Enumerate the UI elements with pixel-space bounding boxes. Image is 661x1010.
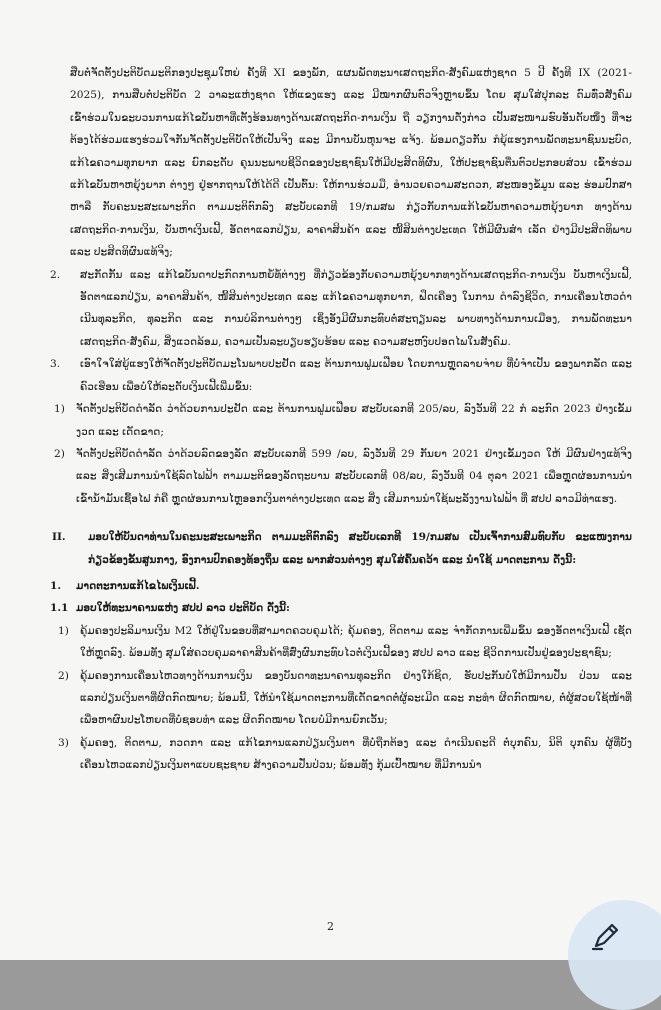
measure-heading [42, 575, 632, 597]
list-item-text: ສະກັດກັ້ນ ແລະ ແກ້ໄຂບັນດາປະກົດການຫຍໍ້ທໍ້ຕ່າງໆ ທີ່ກ່ຽວຂ້ອງກັບຄວາມຫຍຸ້ງຍາກທາງດ້ານເສດຖະກິດ-ການເງິນ ບັນຫາເງິນເຟີ້, ອັດຕາແລກປ່ຽນ, ລາຄາສິນຄ້າ, ໜີ້ສິນຕ່າງປະເທດ ແລະ ແກ້ໄຂຄວາມທຸກຍາກ, ຝຶດເຄືອງ ໃນການ ດໍາລົງຊີວິດ, ການເຄື່ອນໄຫວດໍາເນີນທຸລະກິດ, ທຸລະກິດ ແລະ ການບໍລິການຕ່າງໆ ເຊິ່ງອັງມີຜົນກະທົບຕໍ່ສະຖຽນລະ ພາບທາງດ້ານການເມືອງ, ການພັດທະນາເສດຖະກິດ-ສັງຄົມ, ສິ່ງແວດລ້ອມ, ຄວາມເປັນລະບຽບຮຽບຮ້ອຍ ແລະ ຄວາມສະຫງົບປອດໄພໃນສັງຄົມ. [80, 268, 632, 348]
page-number: 2 [327, 920, 334, 933]
measure-list-number: 3) [58, 736, 69, 749]
section-heading-ii [42, 526, 632, 571]
measure-list-number: 2) [58, 669, 69, 682]
measure-list-number: 1) [58, 624, 69, 637]
sub-measure-title: ມອບໃຫ້ທະນາຄານແຫ່ງ ສປປ ລາວ ປະຕິບັດ ດັ່ງນີ້: [76, 602, 290, 615]
measure-list-text: ຄຸ້ມຄອງການເຄື່ອນໄຫວທາງດ້ານການເງິນ ຂອງບັນດາທະນາຄານທຸລະກິດ ຢ່າງໃກ້ຊິດ, ຮັບປະກັນບໍ່ໃຫ້ມີການປັ່ນ ປ່ວນ ແລະ ແລກປ່ຽນເງິນຕາທີ່ຜິດກົດໝາຍ; ພ້ອມນີ້, ໃຫ້ນໍາໃຊ້ມາດຕະການທີ່ເດັດຂາດຕໍ່ຜູ້ລະເມີດ ແລະ ກະທໍາ ຜິດກົດໝາຍ, ຕໍ່ຜູ້ສວຍໃຊ້ໜ້າທີ່ ເພື່ອຫາຜົນປະໂຫຍດທີ່ບໍ່ຊອບທໍາ ແລະ ຜິດກົດໝາຍ ໂດຍບໍ່ມີການຍົກເວັ້ນ; [80, 669, 632, 727]
list-item [42, 264, 632, 354]
measure-list-text: ຄຸ້ມຄອງປະລິມານເງິນ M2 ໃຫ້ຢູ່ໃນຂອບທີ່ສາມາດຄວບຄຸມໄດ້; ຄຸ້ມຄອງ, ຕິດຕາມ ແລະ ຈໍາກັດການເພີ່ມຂຶ້ນ ຂອງອັດຕາເງິນເຟີ້ ເຊັດໃຫ້ຫຼຸດລົງ. ພ້ອມທັງ ສຸມໃສ່ຄວບຄຸມລາຄາສິນຄ້າທີ່ສົ່ງຜົນກະທົບໄວຕໍ່ເງິນເຟີ້ຂອງ ສປປ ລາວ ແລະ ຊີວິດການເປັນຢູ່ຂອງປະຊາຊົນ; [80, 624, 632, 660]
sub-list-item-number: 1) [54, 403, 65, 416]
pen-edit-icon[interactable] [590, 918, 624, 952]
list-item-number: 3. [50, 358, 61, 371]
measure-list-item [42, 620, 632, 665]
edit-button[interactable] [568, 900, 661, 1010]
sub-list-item-text: ຈັດຕັ້ງປະຕິບັດດໍາລັດ ວ່າດ້ວຍການປະຢັດ ແລະ ຕ້ານການຟູມເຟືອຍ ສະບັບເລກທີ 205/ລບ, ລົງວັນທີ 22 ກໍ ລະກົດ 2023 ຢ່າງເຂັ້ມງວດ ແລະ ເດັດຂາດ; [76, 403, 632, 438]
measure-title: ມາດຕະການແກ້ໄຂໄພເງິນເຟີ້. [76, 579, 200, 592]
list-item [42, 353, 632, 398]
section-text: ມອບໃຫ້ບັນດາທ່ານໃນຄະນະສະເພາະກິດ ຕາມມະຕິຕົກລົງ ສະບັບເລກທີ 19/ກມສພ ເປັນເຈົ້າການສົມທົບກັບ ຂະແໜງການກ່ຽວຂ້ອງຂັ້ນສູນກາງ, ອົງການປົກຄອງທ້ອງຖິ່ນ ແລະ ພາກສ່ວນຕ່າງໆ ສຸມໃສ່ຄົ້ນຄວ້າ ແລະ ນໍາໃຊ້ ມາດຕະການ ດັ່ງນີ້: [88, 531, 632, 566]
sub-list-item-text: ຈັດຕັ້ງປະຕິບັດດໍາລັດ ວ່າດ້ວຍລົດຂອງລັດ ສະບັບເລກທີ 599 /ລບ, ລົງວັນທີ 29 ກັນຍາ 2021 ຢ່າງເຂັ້ມງວດ ໃຫ້ ມີຜົນຢ່າງແທ້ຈິງ ແລະ ສິ່ງເສີມການນໍາໃຊ້ລົດໄຟຟ້າ ຕາມມະຕິຂອງລັດຖະບານ ສະບັບເລກທີ 08/ລບ, ລົງວັນທີ 04 ຕຸລາ 2021 ເພື່ອຫຼຸດຜ່ອນການນໍາເຂົ້ານໍ້າມັນເຊື້ອໄຟ ກໍຄື ຫຼຸດຜ່ອນການໄຫຼອອກເງິນຕາຕ່າງປະເທດ ແລະ ສິ່ງ ເສີມການນໍາໃຊ້ພະລັງງານໄຟຟ້າ ທີ່ ສປປ ລາວມີທ່າແຮງ. [76, 447, 632, 505]
list-item-text: ເອົາໃຈໃສ່ຍູ້ແຮງໃຫ້ຈັດຕັ້ງປະຕິບັດມະໂນພາບປະຢັດ ແລະ ຕ້ານການຟູມເຟືອຍ ໂດຍການຫຼຸດລາຍຈ່າຍ ທີ່ບໍ່ຈໍາເປັນ ຂອງພາກລັດ ແລະ ຄົວເຮືອນ ເພື່ອບໍ່ໃຫ້ລະດັບເງິນເຟີ້ເພີ່ມຂຶ້ນ: [80, 358, 632, 393]
list-item-number: 2. [50, 268, 61, 281]
sub-list-item [42, 443, 632, 510]
document-body [42, 62, 632, 777]
measure-list-item [42, 665, 632, 732]
continuation-paragraph: ສືບຕໍ່ຈັດຕັ້ງປະຕິບັດມະຕິກອງປະຊຸມໃຫຍ່ ຄັ້ງທີ XI ຂອງພັກ, ແຜນພັດທະນາເສດຖະກິດ-ສັງຄົມແຫ່ງຊາດ 5 ປີ ຄັ້ງທີ IX (2021-2025), ການສືບຕໍ່ປະຕິບັດ 2 ວາລະແຫ່ງຊາດ ໃຫ້ແຂງແຮງ ແລະ ມີໝາກຜົນຕົວຈິງຫຼາຍຂຶ້ນ ໂດຍ ສຸມໃສ່ປຸກລະ ດົມທົ່ວສັງຄົມ ເຂົ້າຮ່ວມໃນຂະບວນການແກ້ໄຂບັນຫາທີ່ເຕັ້ງຮ້ອນທາງດ້ານເສດຖະກິດ-ການເງິນ ຖື ວຽກງານດັ່ງກ່າວ ເປັນສະໜາມຮົບອັນດັບໜຶ່ງ ທີ່ຈະຕ້ອງໄດ້ຮ່ວມແຮງຮ່ວມໃຈກັນຈັດຕັ້ງປະຕິບັດໃຫ້ເປັນຈິງ ແລະ ມີການບັນຫຸນຈະ ແຈ້ງ. ພ້ອມດຽວກັນ ກໍຍຸ້ແຮງການພັດທະນາຊົນນະບົດ, ແກ້ໄຂຄວາມທຸກຍາກ ແລະ ຍົກລະດັບ ຄຸນນະພາບຊີວິດຂອງປະຊາຊົນໃຫ້ມີປະສິດທິຜົນ, ໃຫ້ປະຊາຊົນຕື່ນຕົວປະກອບສ່ວນ ເຂົ້າຮ່ວມແກ້ໄຂບັນຫາຫຍຸ້ງຍາກ ຕ່າງໆ ຢູ່ຮາກຖານໃຫ້ໄດ້ດີ ເປັນຕົ້ນ: ໃຫ້ການຮ່ວມມື, ອໍານວຍຄວາມສະດວກ, ສະໜອງຂໍ້ມູນ ແລະ ຮ່ອມປົກສາ ຫາລື ກັບຄະນະສະເພາະກິດ ຕາມມະຕິຕົກລົງ ສະບັບເລກທີ 19/ກມສພ ກ່ຽວກັບການແກ້ໄຂບັນຫາຄວາມຫຍຸ້ງຍາກ ທາງດ້ານເສດຖະກິດ-ການເງິນ, ບັນຫາເງິນເຟີ້, ອັດຕາແລກປ່ຽນ, ລາຄາສິນຄ້າ ແລະ ໜີ້ສິນຕ່າງປະເທດ ໃຫ້ມີຜົນສໍາ ເລັດ ຢ່າງມີປະສິດທິພາບ ແລະ ປະສິດທິຜົນແທ້ຈິງ; [70, 67, 632, 259]
measure-list-text: ຄຸ້ມຄອງ, ຕິດຕາມ, ກວດກາ ແລະ ແກ້ໄຂການແລກປ່ຽນເງິນຕາ ທີ່ບໍ່ຖືກຕ້ອງ ແລະ ດໍາເນີນຄະດີ ຕໍ່ບຸກຄົນ, ນິຕິ ບຸກຄົນ ຜູ້ທີ່ບັງເຄື່ອນໄຫວແລກປ່ຽນເງິນຕາແບບຊະຊາຍ ສ້າງຄວາມປັ່ນປ່ວນ; ພ້ອມທັງ ກຸ້ມເປົ້າໝາຍ ທີ່ມີການນໍາ [80, 736, 632, 772]
measure-list-item [42, 732, 632, 777]
measure-number: 1. [50, 579, 62, 592]
sub-list-item [42, 398, 632, 443]
section-number: II. [52, 531, 66, 544]
sub-measure-number: 1.1 [50, 602, 69, 615]
sub-measure-heading [42, 597, 632, 619]
sub-list-item-number: 2) [54, 447, 65, 460]
